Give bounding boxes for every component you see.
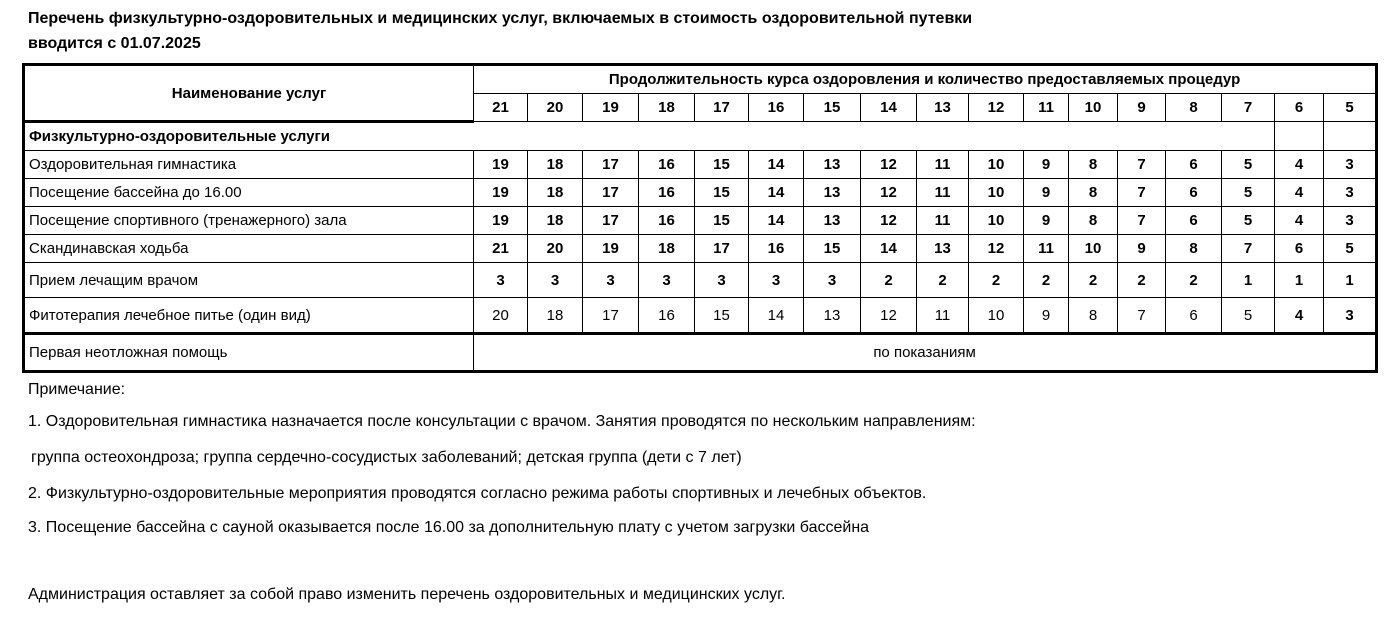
procedure-count-cell: 16 (639, 207, 695, 235)
procedure-count-cell: 18 (528, 207, 583, 235)
procedure-count-cell: 2 (917, 263, 969, 298)
section-empty-cell (1275, 122, 1324, 151)
duration-header-cell: 11 (1024, 94, 1069, 122)
procedure-count-cell: 11 (917, 179, 969, 207)
duration-header-cell: 21 (474, 94, 528, 122)
service-name: Скандинавская ходьба (24, 235, 474, 263)
duration-header-cell: 7 (1222, 94, 1275, 122)
duration-header-cell: 6 (1275, 94, 1324, 122)
duration-header-cell: 18 (639, 94, 695, 122)
procedure-count-cell: 19 (474, 207, 528, 235)
procedure-count-cell: 13 (804, 207, 861, 235)
emergency-service-name: Первая неотложная помощь (24, 334, 474, 372)
procedure-count-cell: 3 (528, 263, 583, 298)
procedure-count-cell: 3 (1324, 179, 1377, 207)
duration-header-cell: 14 (861, 94, 917, 122)
duration-header-cell: 5 (1324, 94, 1377, 122)
procedure-count-cell: 3 (1324, 298, 1377, 334)
duration-header-cell: 8 (1166, 94, 1222, 122)
service-name: Фитотерапия лечебное питье (один вид) (24, 298, 474, 334)
procedure-count-cell: 13 (804, 179, 861, 207)
procedure-count-cell: 5 (1324, 235, 1377, 263)
procedure-count-cell: 9 (1024, 298, 1069, 334)
duration-header-cell: 16 (749, 94, 804, 122)
procedure-count-cell: 3 (1324, 151, 1377, 179)
procedure-count-cell: 16 (639, 179, 695, 207)
service-row (24, 235, 1377, 263)
service-name: Прием лечащим врачом (24, 263, 474, 298)
procedure-count-cell: 15 (695, 151, 749, 179)
service-name: Оздоровительная гимнастика (24, 151, 474, 179)
procedure-count-cell: 4 (1275, 207, 1324, 235)
procedure-count-cell: 12 (861, 151, 917, 179)
procedure-count-cell: 14 (749, 151, 804, 179)
duration-header-cell: 9 (1118, 94, 1166, 122)
procedure-count-cell: 5 (1222, 179, 1275, 207)
duration-header-cell: 20 (528, 94, 583, 122)
procedure-count-cell: 12 (861, 298, 917, 334)
procedure-count-cell: 3 (1324, 207, 1377, 235)
duration-header-cell: 15 (804, 94, 861, 122)
service-row (24, 207, 1377, 235)
procedure-count-cell: 7 (1118, 207, 1166, 235)
procedure-count-cell: 4 (1275, 298, 1324, 334)
header-row-1 (24, 65, 1377, 94)
service-row (24, 151, 1377, 179)
duration-header-cell: 13 (917, 94, 969, 122)
procedure-count-cell: 3 (639, 263, 695, 298)
procedure-count-cell: 6 (1166, 151, 1222, 179)
procedure-count-cell: 2 (861, 263, 917, 298)
procedure-count-cell: 4 (1275, 179, 1324, 207)
procedure-count-cell: 17 (583, 179, 639, 207)
procedure-count-cell: 12 (969, 235, 1024, 263)
procedure-count-cell: 10 (969, 179, 1024, 207)
procedure-count-cell: 13 (804, 151, 861, 179)
procedure-count-cell: 20 (528, 235, 583, 263)
procedure-count-cell: 9 (1024, 179, 1069, 207)
procedure-count-cell: 8 (1069, 151, 1118, 179)
procedure-count-cell: 15 (695, 298, 749, 334)
procedure-count-cell: 6 (1275, 235, 1324, 263)
services-table (22, 63, 1378, 373)
note-1: 1. Оздоровительная гимнастика назначается после консультации с врачом. Занятия проводятся по нескольким направлениям: (28, 413, 976, 430)
procedure-count-cell: 6 (1166, 179, 1222, 207)
procedure-count-cell: 17 (583, 207, 639, 235)
procedure-count-cell: 7 (1118, 298, 1166, 334)
section-title: Физкультурно-оздоровительные услуги (24, 122, 1275, 151)
procedure-count-cell: 14 (749, 298, 804, 334)
note-header: Примечание: (28, 381, 126, 398)
procedure-count-cell: 14 (749, 179, 804, 207)
procedure-count-cell: 15 (695, 207, 749, 235)
procedure-count-cell: 13 (917, 235, 969, 263)
procedure-count-cell: 19 (474, 151, 528, 179)
procedure-count-cell: 6 (1166, 207, 1222, 235)
procedure-count-cell: 2 (1024, 263, 1069, 298)
duration-header-cell: 19 (583, 94, 639, 122)
procedure-count-cell: 17 (583, 298, 639, 334)
procedure-count-cell: 16 (639, 151, 695, 179)
procedure-count-cell: 6 (1166, 298, 1222, 334)
procedure-count-cell: 2 (1069, 263, 1118, 298)
procedure-count-cell: 2 (969, 263, 1024, 298)
procedure-count-cell: 13 (804, 298, 861, 334)
note-3: 3. Посещение бассейна с сауной оказывается после 16.00 за дополнительную плату с учетом загрузки бассейна (28, 519, 870, 536)
document-title-line2: вводится с 01.07.2025 (28, 35, 201, 52)
procedure-count-cell: 18 (528, 151, 583, 179)
procedure-count-cell: 11 (1024, 235, 1069, 263)
duration-column-header: Продолжительность курса оздоровления и количество предоставляемых процедур (474, 65, 1377, 94)
admin-note: Администрация оставляет за собой право изменить перечень оздоровительных и медицинских услуг. (28, 586, 786, 603)
section-empty-cell (1324, 122, 1377, 151)
procedure-count-cell: 18 (528, 298, 583, 334)
procedure-count-cell: 8 (1069, 207, 1118, 235)
procedure-count-cell: 3 (804, 263, 861, 298)
service-name: Посещение бассейна до 16.00 (24, 179, 474, 207)
procedure-count-cell: 18 (639, 235, 695, 263)
procedure-count-cell: 16 (749, 235, 804, 263)
procedure-count-cell: 3 (695, 263, 749, 298)
procedure-count-cell: 8 (1166, 235, 1222, 263)
procedure-count-cell: 3 (474, 263, 528, 298)
procedure-count-cell: 1 (1222, 263, 1275, 298)
procedure-count-cell: 5 (1222, 207, 1275, 235)
procedure-count-cell: 16 (639, 298, 695, 334)
procedure-count-cell: 9 (1024, 151, 1069, 179)
procedure-count-cell: 5 (1222, 298, 1275, 334)
note-2: 2. Физкультурно-оздоровительные мероприятия проводятся согласно режима работы спортивных и лечебных объектов. (28, 485, 927, 502)
procedure-count-cell: 12 (861, 179, 917, 207)
procedure-count-cell: 17 (583, 151, 639, 179)
document-title-line1: Перечень физкультурно-оздоровительных и медицинских услуг, включаемых в стоимость оздоровительной путевки (28, 10, 973, 27)
procedure-count-cell: 10 (969, 298, 1024, 334)
procedure-count-cell: 7 (1222, 235, 1275, 263)
procedure-count-cell: 8 (1069, 179, 1118, 207)
procedure-count-cell: 9 (1024, 207, 1069, 235)
procedure-count-cell: 8 (1069, 298, 1118, 334)
procedure-count-cell: 14 (861, 235, 917, 263)
procedure-count-cell: 11 (917, 207, 969, 235)
section-row (24, 122, 1377, 151)
procedure-count-cell: 10 (1069, 235, 1118, 263)
duration-header-cell: 17 (695, 94, 749, 122)
procedure-count-cell: 14 (749, 207, 804, 235)
procedure-count-cell: 9 (1118, 235, 1166, 263)
procedure-count-cell: 11 (917, 151, 969, 179)
procedure-count-cell: 10 (969, 151, 1024, 179)
procedure-count-cell: 7 (1118, 179, 1166, 207)
service-name: Посещение спортивного (тренажерного) зала (24, 207, 474, 235)
service-row (24, 263, 1377, 298)
procedure-count-cell: 3 (583, 263, 639, 298)
procedure-count-cell: 19 (474, 179, 528, 207)
procedure-count-cell: 2 (1118, 263, 1166, 298)
procedure-count-cell: 12 (861, 207, 917, 235)
procedure-count-cell: 18 (528, 179, 583, 207)
procedure-count-cell: 7 (1118, 151, 1166, 179)
procedure-count-cell: 15 (695, 179, 749, 207)
procedure-count-cell: 1 (1275, 263, 1324, 298)
procedure-count-cell: 11 (917, 298, 969, 334)
procedure-count-cell: 3 (749, 263, 804, 298)
emergency-row (24, 334, 1377, 372)
procedure-count-cell: 2 (1166, 263, 1222, 298)
procedure-count-cell: 15 (804, 235, 861, 263)
service-row (24, 298, 1377, 334)
procedure-count-cell: 20 (474, 298, 528, 334)
emergency-value: по показаниям (474, 334, 1377, 372)
procedure-count-cell: 5 (1222, 151, 1275, 179)
duration-header-cell: 10 (1069, 94, 1118, 122)
name-column-header: Наименование услуг (24, 65, 474, 122)
note-1-continuation: группа остеохондроза; группа сердечно-сосудистых заболеваний; детская группа (дети с 7 лет) (31, 449, 742, 466)
service-row (24, 179, 1377, 207)
procedure-count-cell: 1 (1324, 263, 1377, 298)
procedure-count-cell: 19 (583, 235, 639, 263)
procedure-count-cell: 21 (474, 235, 528, 263)
procedure-count-cell: 10 (969, 207, 1024, 235)
duration-header-cell: 12 (969, 94, 1024, 122)
procedure-count-cell: 17 (695, 235, 749, 263)
procedure-count-cell: 4 (1275, 151, 1324, 179)
